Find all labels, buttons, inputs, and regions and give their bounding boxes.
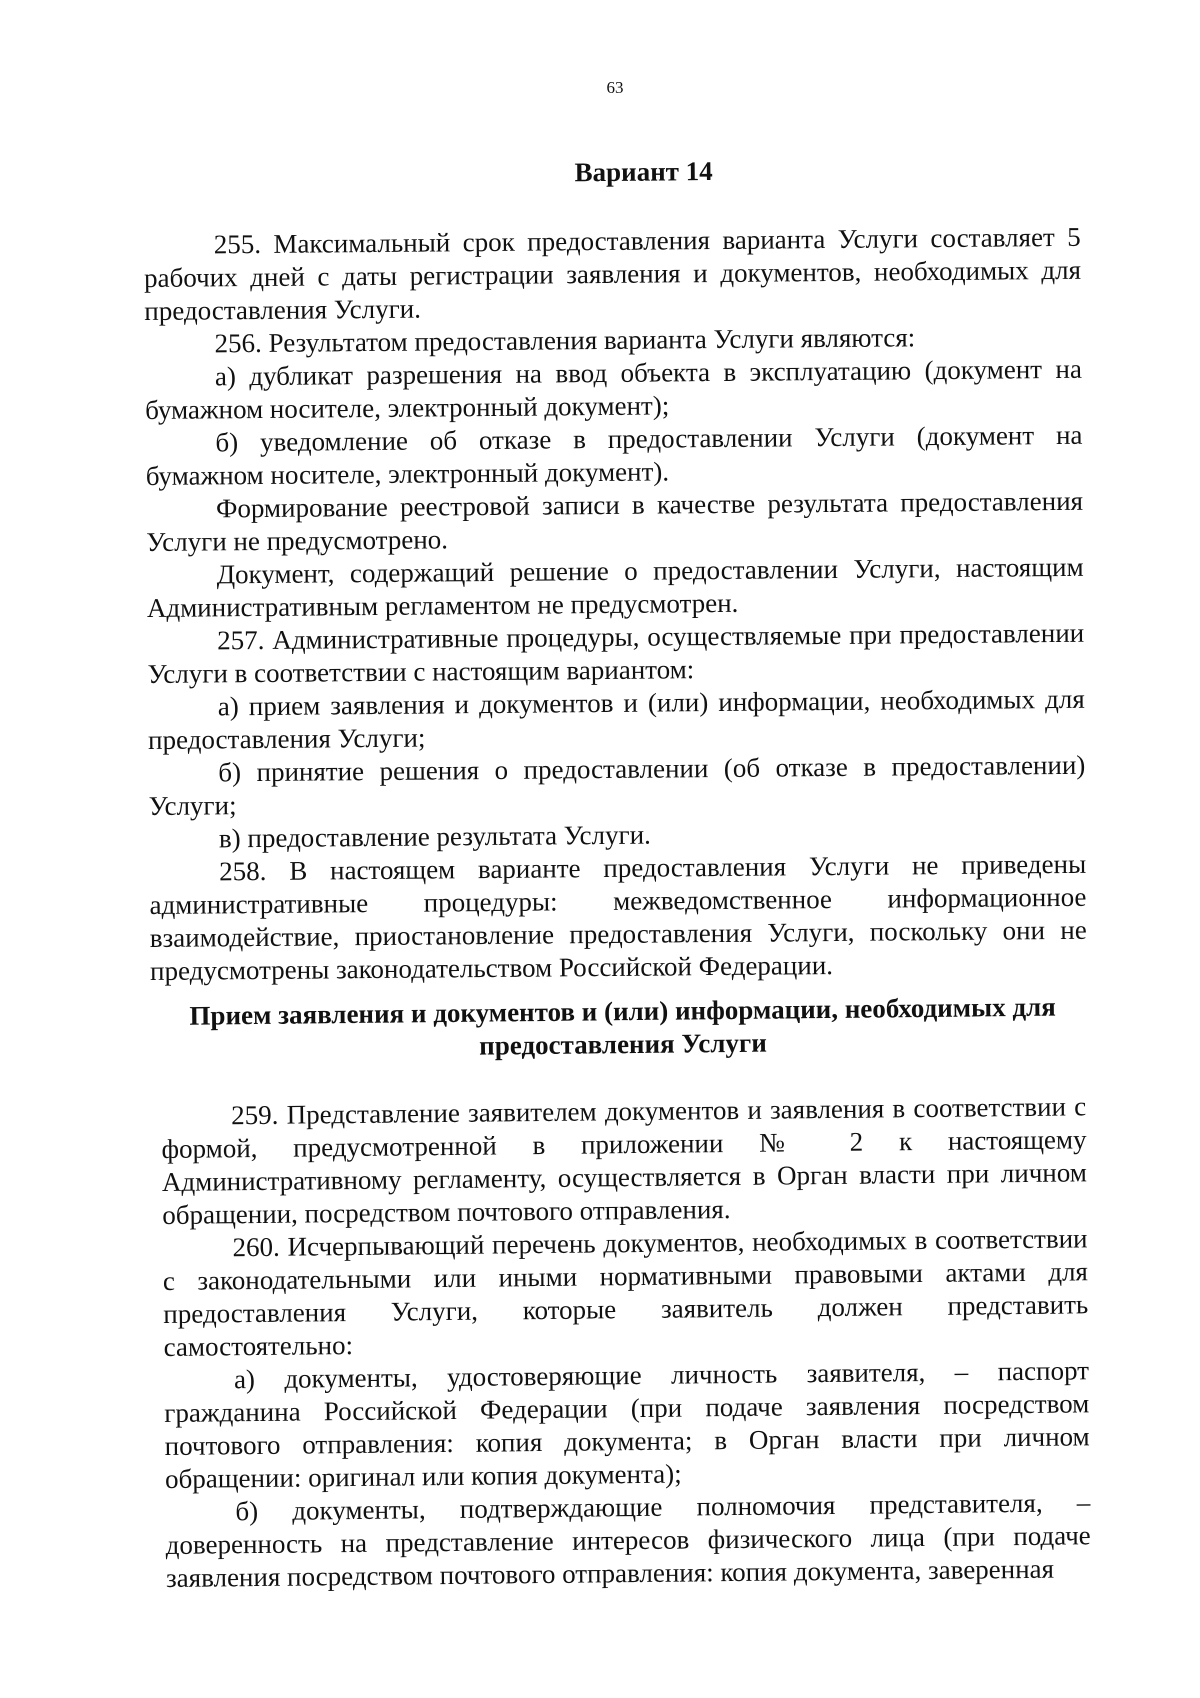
- paragraph-decision-document: Документ, содержащий решение о предоставлении Услуги, настоящим Административным регламентом не предусмотрен.: [146, 551, 1084, 623]
- paragraph-260-b: б) документы, подтверждающие полномочия представителя, – доверенность на представление интересов физического лица (при подаче заявления посредством почтового отправления: копия документа, заверенная: [165, 1487, 1091, 1593]
- paragraph-256: 256. Результатом предоставления варианта Услуги являются:: [214, 322, 916, 359]
- page-title: Вариант 14: [574, 156, 713, 188]
- paragraph-258: 258. В настоящем варианте предоставления Услуги не приведены административные процедуры: межведомственное информационное взаимодействие, приостановление предоставления Услуги, поскольку они не предусмотрены законодательством Российской Федерации.: [149, 848, 1087, 986]
- section-heading-line-2: предоставления Услуги: [479, 1027, 767, 1061]
- section-heading-line-1: Прием заявления и документов и (или) информации, необходимых для: [189, 991, 1056, 1031]
- paragraph-259: 259. Представление заявителем документов и заявления в соответствии с формой, предусмотренной в приложении № 2 к настоящему Административному регламенту, осуществляется в Орган власти при личном обращении, посредством почтового отправления.: [161, 1091, 1088, 1230]
- paragraph-257-b: б) принятие решения о предоставлении (об отказе в предоставлении) Услуги;: [148, 749, 1086, 821]
- paragraph-256-b: б) уведомление об отказе в предоставлении Услуги (документ на бумажном носителе, электронный документ).: [145, 419, 1083, 491]
- paragraph-260: 260. Исчерпывающий перечень документов, необходимых в соответствии с законодательными или иными нормативными правовыми актами для предоставления Услуги, которые заявитель должен представить самостоятельно:: [162, 1223, 1089, 1362]
- paragraph-257-a: а) прием заявления и документов и (или) информации, необходимых для предоставления Услуги;: [147, 683, 1085, 755]
- section-heading: [160, 990, 1086, 1066]
- paragraph-257: 257. Административные процедуры, осуществляемые при предоставлении Услуги в соответствии с настоящим вариантом:: [147, 617, 1085, 689]
- page-number: 63: [606, 78, 624, 97]
- section-application-intake: [160, 990, 1091, 1595]
- paragraph-257-c: в) предоставление результата Услуги.: [218, 819, 651, 854]
- section-variant-14: [143, 152, 1087, 988]
- paragraph-256-a: а) дубликат разрешения на ввод объекта в эксплуатацию (документ на бумажном носителе, электронный документ);: [145, 353, 1082, 425]
- paragraph-255: 255. Максимальный срок предоставления варианта Услуги составляет 5 рабочих дней с даты регистрации заявления и документов, необходимых для предоставления Услуги.: [143, 221, 1082, 326]
- paragraph-260-a: а) документы, удостоверяющие личность заявителя, – паспорт гражданина Российской Федерации (при подаче заявления посредством почтового отправления: копия документа; в Орган власти при личном обращении: оригинал или копия документа);: [164, 1355, 1090, 1494]
- paragraph-registry-record: Формирование реестровой записи в качестве результата предоставления Услуги не предусмотрено.: [146, 485, 1084, 557]
